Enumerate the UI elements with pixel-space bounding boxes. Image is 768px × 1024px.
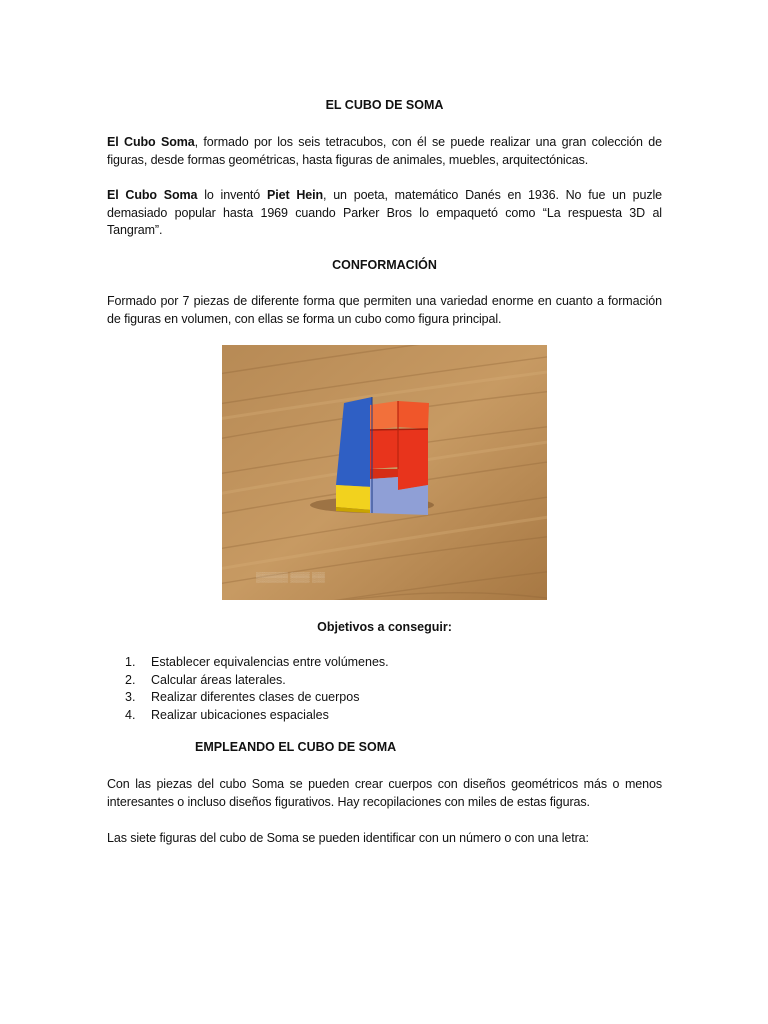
svg-text:▒▒▒▒▒ ▒▒▒ ▒▒: ▒▒▒▒▒ ▒▒▒ ▒▒ [256, 572, 325, 582]
list-item [107, 654, 389, 672]
heading-conformacion: CONFORMACIÓN [332, 258, 437, 272]
list-number: 2. [125, 672, 136, 687]
bold-cubo-soma: El Cubo Soma [107, 135, 195, 149]
bold-cubo-soma-2: El Cubo Soma [107, 188, 198, 202]
list-number: 1. [125, 655, 136, 669]
document-title: EL CUBO DE SOMA [325, 98, 444, 112]
list-item [107, 672, 389, 690]
paragraph-empleando: Con las piezas del cubo Soma se pueden crear cuerpos con diseños geométricos más o menos interesantes o incluso diseños figurativos. Hay recopilaciones con miles de estas figuras. [107, 777, 662, 809]
heading-objetivos: Objetivos a conseguir: [317, 620, 452, 634]
paragraph-history [107, 187, 662, 240]
objectives-list [107, 654, 389, 724]
paragraph-history-mid: lo inventó [197, 188, 267, 202]
list-number: 3. [125, 690, 136, 705]
paragraph-intro [107, 134, 662, 169]
list-item [107, 689, 389, 707]
list-number: 4. [125, 707, 136, 722]
list-item [107, 707, 389, 725]
list-text: Establecer equivalencias entre volúmenes. [151, 655, 389, 669]
list-text: Realizar diferentes clases de cuerpos [151, 690, 360, 705]
bold-piet-hein: Piet Hein [266, 188, 324, 202]
paragraph-history-text: , un poeta, matemático Danés en 1936. No fue un puzle demasiado popular hasta 1969 cuando Parker Bros lo empaquetó como “La respuesta 3D al Tangram”. [107, 188, 663, 238]
paragraph-conformacion: Formado por 7 piezas de diferente forma que permiten una variedad enorme en cuanto a formación de figuras en volumen, con ellas se forma un cubo como figura principal. [107, 294, 662, 326]
list-text: Realizar ubicaciones espaciales [151, 707, 329, 722]
list-text: Calcular áreas laterales. [151, 672, 286, 687]
heading-empleando: EMPLEANDO EL CUBO DE SOMA [195, 740, 397, 754]
paragraph-intro-text: , formado por los seis tetracubos, con él se puede realizar una gran colección de figuras, desde formas geométricas, hasta figuras de animales, muebles, arquitectónicas. [107, 135, 663, 167]
paragraph-figuras: Las siete figuras del cubo de Soma se pueden identificar con un número o con una letra: [107, 831, 589, 845]
soma-cube-photo [222, 345, 547, 600]
